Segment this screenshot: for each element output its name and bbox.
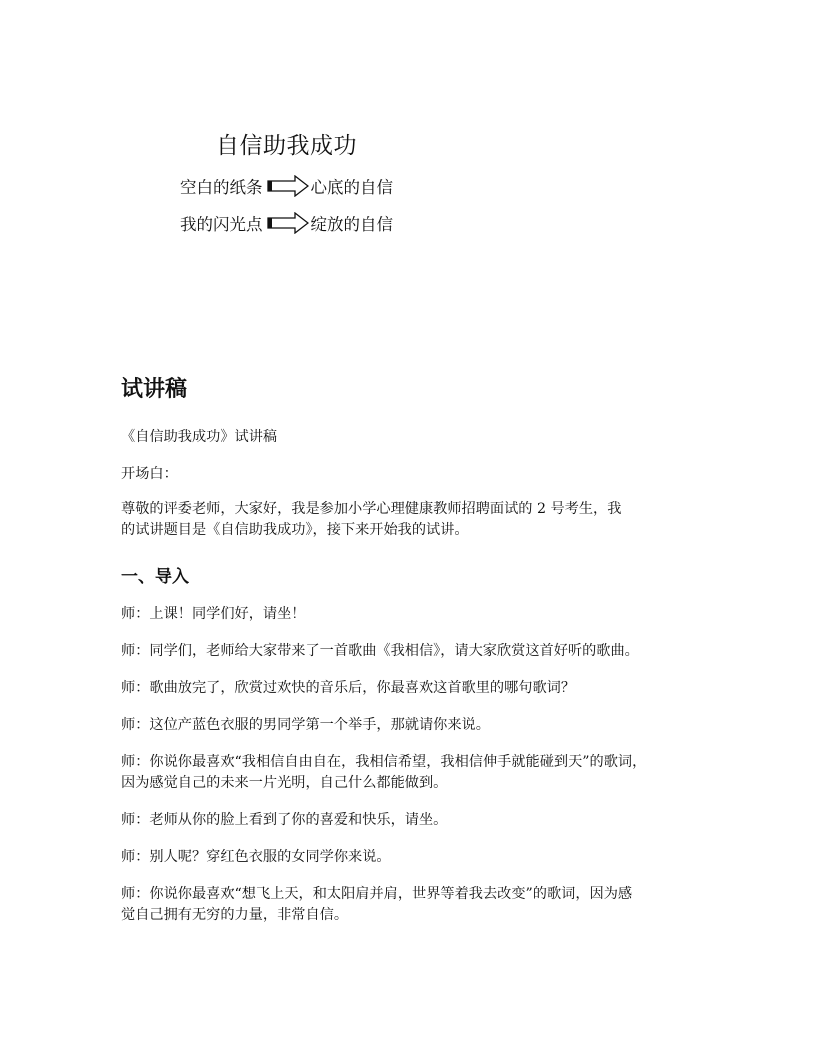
dialogue-line-8b: 觉自己拥有无穷的力量，非常自信。 [121, 907, 349, 923]
section-heading-intro: 一、导入 [121, 567, 189, 587]
dialogue-line-5b: 因为感觉自己的未来一片光明，自己什么都能做到。 [121, 775, 448, 791]
flow-from-label: 我的闪光点 [180, 215, 263, 234]
dialogue-line-3: 师：歌曲放完了，欣赏过欢快的音乐后，你最喜欢这首歌里的哪句歌词？ [121, 680, 576, 696]
flow-to-label: 心底的自信 [310, 178, 393, 197]
intro-line-1: 尊敬的评委老师，大家好，我是参加小学心理健康教师招聘面试的 2 号考生，我 [121, 501, 622, 517]
doc-title-line: 《自信助我成功》试讲稿 [121, 429, 278, 445]
opening-label: 开场白： [121, 466, 178, 482]
flow-to-label: 绽放的自信 [310, 215, 393, 234]
dialogue-line-7: 师：别人呢？穿红色衣服的女同学你来说。 [121, 849, 391, 865]
dialogue-line-8a: 师：你说你最喜欢“想飞上天，和太阳肩并肩，世界等着我去改变”的歌词，因为感 [121, 886, 633, 902]
right-arrow-icon [267, 212, 309, 234]
flow-row-2 [180, 210, 393, 236]
dialogue-line-5a: 师：你说你最喜欢“我相信自由自在，我相信希望，我相信伸手就能碰到天”的歌词， [121, 754, 647, 770]
script-heading: 试讲稿 [121, 376, 188, 402]
page-title: 自信助我成功 [216, 133, 357, 159]
dialogue-line-4: 师：这位产蓝色衣服的男同学第一个举手，那就请你来说。 [121, 717, 490, 733]
right-arrow-icon [267, 175, 309, 197]
dialogue-line-1: 师：上课！同学们好，请坐！ [121, 606, 306, 622]
dialogue-line-2: 师：同学们，老师给大家带来了一首歌曲《我相信》，请大家欣赏这首好听的歌曲。 [121, 643, 639, 659]
flow-from-label: 空白的纸条 [180, 178, 263, 197]
flow-row-1 [180, 173, 393, 199]
dialogue-line-6: 师：老师从你的脸上看到了你的喜爱和快乐，请坐。 [121, 812, 448, 828]
intro-line-2: 的试讲题目是《自信助我成功》，接下来开始我的试讲。 [121, 522, 469, 538]
